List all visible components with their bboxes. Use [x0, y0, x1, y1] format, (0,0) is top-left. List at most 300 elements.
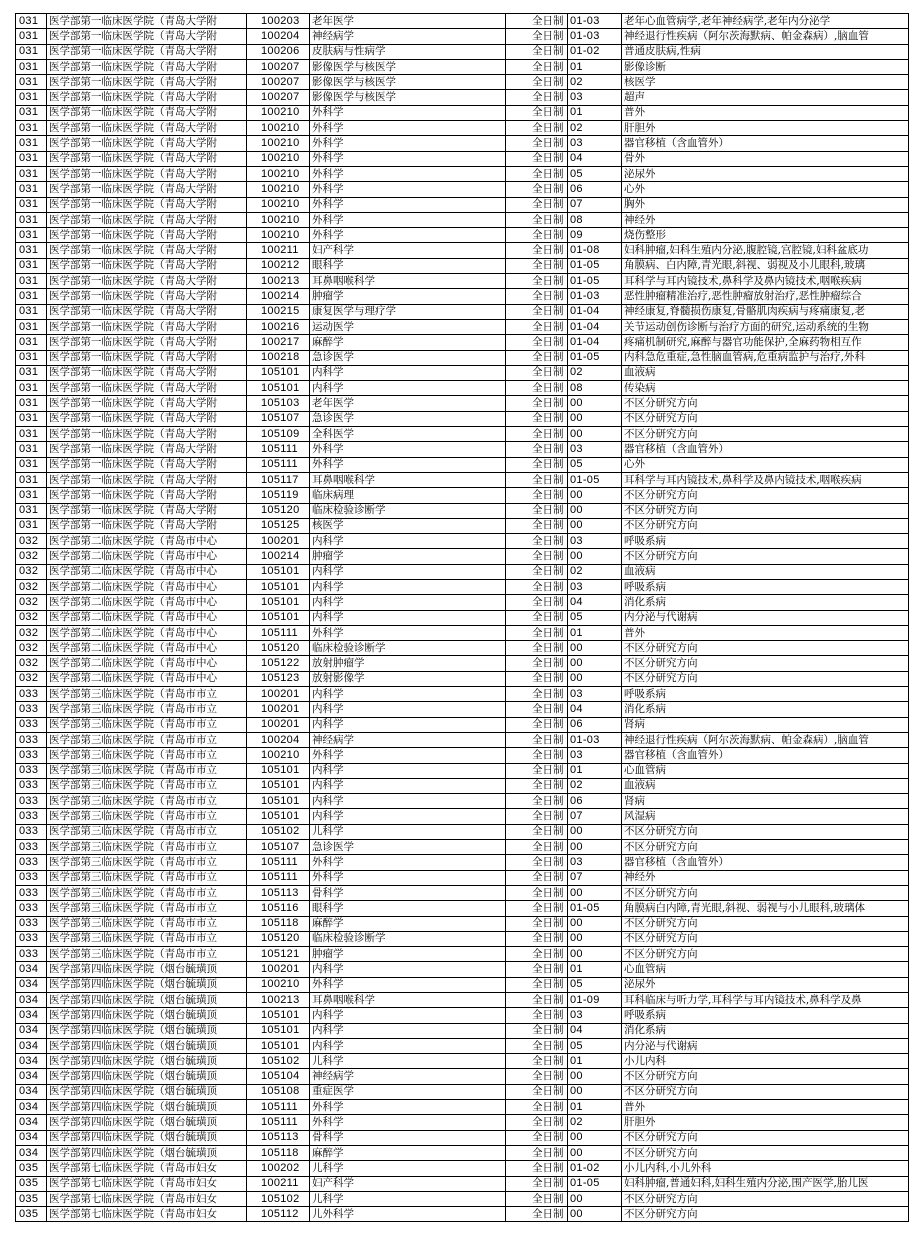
major-name-cell: 麻醉学 [310, 335, 506, 350]
major-code-cell: 105113 [247, 1130, 310, 1145]
direction-code-cell: 04 [568, 595, 622, 610]
table-row [16, 75, 909, 90]
study-mode-cell: 全日制 [506, 1207, 568, 1222]
table-row [16, 947, 909, 962]
college-code-cell: 034 [16, 1130, 47, 1145]
direction-code-cell: 03 [568, 442, 622, 457]
study-mode-cell: 全日制 [506, 855, 568, 870]
college-name-cell: 医学部第一临床医学院（青岛大学附 [47, 442, 247, 457]
college-code-cell: 033 [16, 778, 47, 793]
college-code-cell: 031 [16, 427, 47, 442]
table-row [16, 488, 909, 503]
major-name-cell: 放射影像学 [310, 671, 506, 686]
table-row [16, 319, 909, 334]
study-mode-cell: 全日制 [506, 44, 568, 59]
table-row [16, 732, 909, 747]
major-code-cell: 100201 [247, 717, 310, 732]
college-name-cell: 医学部第二临床医学院（青岛市中心 [47, 625, 247, 640]
major-name-cell: 耳鼻咽喉科学 [310, 274, 506, 289]
direction-name-cell: 不区分研究方向 [622, 824, 909, 839]
college-name-cell: 医学部第四临床医学院（烟台毓璜顶 [47, 993, 247, 1008]
college-code-cell: 031 [16, 503, 47, 518]
study-mode-cell: 全日制 [506, 748, 568, 763]
college-code-cell: 034 [16, 962, 47, 977]
major-code-cell: 105111 [247, 1100, 310, 1115]
major-name-cell: 老年医学 [310, 396, 506, 411]
table-row [16, 1191, 909, 1206]
table-row [16, 381, 909, 396]
major-code-cell: 100201 [247, 962, 310, 977]
college-code-cell: 031 [16, 411, 47, 426]
table-row [16, 1069, 909, 1084]
major-name-cell: 儿科学 [310, 824, 506, 839]
direction-code-cell: 00 [568, 1084, 622, 1099]
direction-code-cell: 00 [568, 641, 622, 656]
major-code-cell: 105123 [247, 671, 310, 686]
college-code-cell: 033 [16, 870, 47, 885]
table-row [16, 14, 909, 29]
study-mode-cell: 全日制 [506, 702, 568, 717]
major-code-cell: 100210 [247, 977, 310, 992]
major-code-cell: 105107 [247, 840, 310, 855]
table-row [16, 993, 909, 1008]
college-name-cell: 医学部第二临床医学院（青岛市中心 [47, 564, 247, 579]
direction-name-cell: 消化系病 [622, 595, 909, 610]
direction-code-cell: 00 [568, 427, 622, 442]
direction-code-cell: 00 [568, 931, 622, 946]
college-name-cell: 医学部第三临床医学院（青岛市市立 [47, 794, 247, 809]
direction-code-cell: 02 [568, 778, 622, 793]
major-code-cell: 105101 [247, 365, 310, 380]
study-mode-cell: 全日制 [506, 304, 568, 319]
direction-name-cell: 内分泌与代谢病 [622, 1038, 909, 1053]
college-name-cell: 医学部第三临床医学院（青岛市市立 [47, 901, 247, 916]
direction-name-cell: 恶性肿瘤精准治疗,恶性肿瘤放射治疗,恶性肿瘤综合 [622, 289, 909, 304]
direction-code-cell: 03 [568, 855, 622, 870]
major-code-cell: 105101 [247, 1008, 310, 1023]
college-name-cell: 医学部第一临床医学院（青岛大学附 [47, 44, 247, 59]
study-mode-cell: 全日制 [506, 717, 568, 732]
direction-code-cell: 02 [568, 564, 622, 579]
college-name-cell: 医学部第四临床医学院（烟台毓璜顶 [47, 1115, 247, 1130]
college-name-cell: 医学部第三临床医学院（青岛市市立 [47, 947, 247, 962]
college-name-cell: 医学部第二临床医学院（青岛市中心 [47, 534, 247, 549]
direction-code-cell: 01-05 [568, 1176, 622, 1191]
major-code-cell: 105102 [247, 1054, 310, 1069]
table-row [16, 625, 909, 640]
major-name-cell: 康复医学与理疗学 [310, 304, 506, 319]
table-row [16, 442, 909, 457]
direction-name-cell: 不区分研究方向 [622, 1069, 909, 1084]
direction-code-cell: 01-09 [568, 993, 622, 1008]
direction-code-cell: 01-03 [568, 289, 622, 304]
direction-code-cell: 09 [568, 228, 622, 243]
table-row [16, 503, 909, 518]
college-code-cell: 031 [16, 136, 47, 151]
study-mode-cell: 全日制 [506, 824, 568, 839]
study-mode-cell: 全日制 [506, 488, 568, 503]
major-code-cell: 105104 [247, 1069, 310, 1084]
major-code-cell: 105118 [247, 1145, 310, 1160]
study-mode-cell: 全日制 [506, 75, 568, 90]
direction-name-cell: 关节运动创伤诊断与治疗方面的研究,运动系统的生物 [622, 319, 909, 334]
college-code-cell: 031 [16, 243, 47, 258]
study-mode-cell: 全日制 [506, 427, 568, 442]
college-name-cell: 医学部第三临床医学院（青岛市市立 [47, 916, 247, 931]
direction-code-cell: 04 [568, 1023, 622, 1038]
major-name-cell: 外科学 [310, 977, 506, 992]
major-name-cell: 外科学 [310, 151, 506, 166]
major-code-cell: 105101 [247, 763, 310, 778]
direction-code-cell: 00 [568, 916, 622, 931]
study-mode-cell: 全日制 [506, 885, 568, 900]
direction-name-cell: 不区分研究方向 [622, 916, 909, 931]
direction-name-cell: 消化系病 [622, 1023, 909, 1038]
major-code-cell: 105102 [247, 1191, 310, 1206]
enrollment-table-sheet [15, 13, 909, 1222]
major-code-cell: 100202 [247, 1161, 310, 1176]
college-code-cell: 033 [16, 885, 47, 900]
study-mode-cell: 全日制 [506, 1161, 568, 1176]
major-code-cell: 105122 [247, 656, 310, 671]
study-mode-cell: 全日制 [506, 549, 568, 564]
study-mode-cell: 全日制 [506, 212, 568, 227]
study-mode-cell: 全日制 [506, 457, 568, 472]
direction-name-cell: 不区分研究方向 [622, 947, 909, 962]
major-name-cell: 耳鼻咽喉科学 [310, 472, 506, 487]
college-name-cell: 医学部第一临床医学院（青岛大学附 [47, 90, 247, 105]
major-code-cell: 105125 [247, 518, 310, 533]
major-name-cell: 影像医学与核医学 [310, 59, 506, 74]
study-mode-cell: 全日制 [506, 365, 568, 380]
direction-code-cell: 02 [568, 121, 622, 136]
direction-name-cell: 不区分研究方向 [622, 641, 909, 656]
college-code-cell: 031 [16, 350, 47, 365]
direction-code-cell: 01-04 [568, 304, 622, 319]
study-mode-cell: 全日制 [506, 14, 568, 29]
table-row [16, 335, 909, 350]
college-code-cell: 031 [16, 488, 47, 503]
college-code-cell: 032 [16, 671, 47, 686]
direction-code-cell: 00 [568, 885, 622, 900]
college-code-cell: 031 [16, 90, 47, 105]
study-mode-cell: 全日制 [506, 687, 568, 702]
enrollment-table [15, 13, 909, 1222]
college-code-cell: 031 [16, 228, 47, 243]
table-row [16, 1008, 909, 1023]
direction-name-cell: 核医学 [622, 75, 909, 90]
major-code-cell: 105101 [247, 381, 310, 396]
college-name-cell: 医学部第一临床医学院（青岛大学附 [47, 105, 247, 120]
college-name-cell: 医学部第一临床医学院（青岛大学附 [47, 274, 247, 289]
direction-code-cell: 00 [568, 503, 622, 518]
major-name-cell: 内科学 [310, 809, 506, 824]
direction-name-cell: 器官移植（含血管外） [622, 442, 909, 457]
major-name-cell: 内科学 [310, 564, 506, 579]
table-row [16, 885, 909, 900]
college-name-cell: 医学部第一临床医学院（青岛大学附 [47, 228, 247, 243]
major-code-cell: 100206 [247, 44, 310, 59]
direction-name-cell: 心外 [622, 457, 909, 472]
major-name-cell: 神经病学 [310, 732, 506, 747]
college-name-cell: 医学部第四临床医学院（烟台毓璜顶 [47, 1084, 247, 1099]
major-name-cell: 麻醉学 [310, 1145, 506, 1160]
major-name-cell: 眼科学 [310, 258, 506, 273]
college-code-cell: 033 [16, 931, 47, 946]
study-mode-cell: 全日制 [506, 243, 568, 258]
college-name-cell: 医学部第一临床医学院（青岛大学附 [47, 29, 247, 44]
direction-name-cell: 不区分研究方向 [622, 518, 909, 533]
study-mode-cell: 全日制 [506, 564, 568, 579]
direction-code-cell: 01-05 [568, 258, 622, 273]
direction-name-cell: 神经外 [622, 870, 909, 885]
table-row [16, 824, 909, 839]
major-code-cell: 105111 [247, 870, 310, 885]
table-row [16, 228, 909, 243]
direction-name-cell: 肝胆外 [622, 1115, 909, 1130]
study-mode-cell: 全日制 [506, 274, 568, 289]
study-mode-cell: 全日制 [506, 319, 568, 334]
table-row [16, 457, 909, 472]
direction-name-cell: 不区分研究方向 [622, 503, 909, 518]
major-name-cell: 外科学 [310, 625, 506, 640]
study-mode-cell: 全日制 [506, 503, 568, 518]
table-row [16, 136, 909, 151]
college-name-cell: 医学部第二临床医学院（青岛市中心 [47, 656, 247, 671]
major-name-cell: 皮肤病与性病学 [310, 44, 506, 59]
college-code-cell: 031 [16, 105, 47, 120]
college-name-cell: 医学部第四临床医学院（烟台毓璜顶 [47, 1100, 247, 1115]
major-name-cell: 内科学 [310, 687, 506, 702]
direction-name-cell: 血液病 [622, 778, 909, 793]
college-name-cell: 医学部第一临床医学院（青岛大学附 [47, 289, 247, 304]
major-name-cell: 核医学 [310, 518, 506, 533]
direction-code-cell: 00 [568, 411, 622, 426]
direction-name-cell: 小儿内科,小儿外科 [622, 1161, 909, 1176]
college-name-cell: 医学部第一临床医学院（青岛大学附 [47, 151, 247, 166]
table-row [16, 702, 909, 717]
study-mode-cell: 全日制 [506, 732, 568, 747]
study-mode-cell: 全日制 [506, 29, 568, 44]
direction-name-cell: 神经退行性疾病（阿尔茨海默病、帕金森病）,脑血管 [622, 29, 909, 44]
study-mode-cell: 全日制 [506, 1069, 568, 1084]
direction-name-cell: 内科急危重症,急性脑血管病,危重病监护与治疗,外科 [622, 350, 909, 365]
direction-code-cell: 05 [568, 1038, 622, 1053]
direction-name-cell: 疼痛机制研究,麻醉与器官功能保护,全麻药物相互作 [622, 335, 909, 350]
college-code-cell: 034 [16, 1084, 47, 1099]
study-mode-cell: 全日制 [506, 1100, 568, 1115]
major-name-cell: 外科学 [310, 228, 506, 243]
study-mode-cell: 全日制 [506, 840, 568, 855]
table-row [16, 717, 909, 732]
college-code-cell: 031 [16, 212, 47, 227]
direction-name-cell: 不区分研究方向 [622, 411, 909, 426]
college-name-cell: 医学部第三临床医学院（青岛市市立 [47, 717, 247, 732]
direction-name-cell: 不区分研究方向 [622, 840, 909, 855]
direction-code-cell: 01-04 [568, 319, 622, 334]
study-mode-cell: 全日制 [506, 794, 568, 809]
direction-code-cell: 00 [568, 1191, 622, 1206]
table-row [16, 595, 909, 610]
direction-code-cell: 05 [568, 457, 622, 472]
major-code-cell: 100204 [247, 732, 310, 747]
college-code-cell: 031 [16, 197, 47, 212]
major-code-cell: 105101 [247, 778, 310, 793]
college-name-cell: 医学部第一临床医学院（青岛大学附 [47, 381, 247, 396]
table-row [16, 549, 909, 564]
direction-code-cell: 00 [568, 1069, 622, 1084]
major-name-cell: 影像医学与核医学 [310, 75, 506, 90]
major-code-cell: 105111 [247, 855, 310, 870]
table-row [16, 396, 909, 411]
major-code-cell: 100216 [247, 319, 310, 334]
major-code-cell: 100213 [247, 993, 310, 1008]
college-name-cell: 医学部第一临床医学院（青岛大学附 [47, 427, 247, 442]
direction-name-cell: 老年心血管病学,老年神经病学,老年内分泌学 [622, 14, 909, 29]
direction-code-cell: 07 [568, 809, 622, 824]
study-mode-cell: 全日制 [506, 90, 568, 105]
study-mode-cell: 全日制 [506, 579, 568, 594]
direction-code-cell: 08 [568, 212, 622, 227]
major-name-cell: 内科学 [310, 717, 506, 732]
college-name-cell: 医学部第一临床医学院（青岛大学附 [47, 457, 247, 472]
college-code-cell: 033 [16, 809, 47, 824]
major-code-cell: 100210 [247, 151, 310, 166]
major-name-cell: 临床检验诊断学 [310, 503, 506, 518]
direction-code-cell: 02 [568, 1115, 622, 1130]
study-mode-cell: 全日制 [506, 947, 568, 962]
direction-code-cell: 00 [568, 947, 622, 962]
college-code-cell: 031 [16, 14, 47, 29]
major-code-cell: 100207 [247, 75, 310, 90]
table-row [16, 1161, 909, 1176]
study-mode-cell: 全日制 [506, 595, 568, 610]
direction-name-cell: 不区分研究方向 [622, 488, 909, 503]
direction-code-cell: 00 [568, 1130, 622, 1145]
direction-code-cell: 00 [568, 488, 622, 503]
direction-name-cell: 小儿内科 [622, 1054, 909, 1069]
direction-code-cell: 02 [568, 365, 622, 380]
direction-name-cell: 骨外 [622, 151, 909, 166]
major-code-cell: 105103 [247, 396, 310, 411]
study-mode-cell: 全日制 [506, 1054, 568, 1069]
college-name-cell: 医学部第四临床医学院（烟台毓璜顶 [47, 977, 247, 992]
major-name-cell: 儿科学 [310, 1054, 506, 1069]
major-code-cell: 105111 [247, 442, 310, 457]
major-code-cell: 105111 [247, 625, 310, 640]
table-row [16, 916, 909, 931]
study-mode-cell: 全日制 [506, 121, 568, 136]
table-row [16, 258, 909, 273]
direction-code-cell: 05 [568, 166, 622, 181]
table-row [16, 748, 909, 763]
college-name-cell: 医学部第四临床医学院（烟台毓璜顶 [47, 1145, 247, 1160]
major-code-cell: 105111 [247, 457, 310, 472]
study-mode-cell: 全日制 [506, 1023, 568, 1038]
college-code-cell: 033 [16, 947, 47, 962]
study-mode-cell: 全日制 [506, 105, 568, 120]
major-name-cell: 外科学 [310, 121, 506, 136]
college-code-cell: 033 [16, 794, 47, 809]
table-row [16, 1176, 909, 1191]
direction-name-cell: 心外 [622, 182, 909, 197]
study-mode-cell: 全日制 [506, 610, 568, 625]
direction-name-cell: 内分泌与代谢病 [622, 610, 909, 625]
direction-code-cell: 03 [568, 90, 622, 105]
college-code-cell: 032 [16, 625, 47, 640]
major-code-cell: 100210 [247, 166, 310, 181]
college-code-cell: 034 [16, 1069, 47, 1084]
direction-code-cell: 01 [568, 59, 622, 74]
direction-code-cell: 01-08 [568, 243, 622, 258]
table-row [16, 778, 909, 793]
table-row [16, 579, 909, 594]
major-name-cell: 麻醉学 [310, 916, 506, 931]
study-mode-cell: 全日制 [506, 671, 568, 686]
major-name-cell: 外科学 [310, 166, 506, 181]
direction-code-cell: 03 [568, 136, 622, 151]
college-code-cell: 033 [16, 916, 47, 931]
college-code-cell: 031 [16, 319, 47, 334]
college-code-cell: 034 [16, 1038, 47, 1053]
college-name-cell: 医学部第一临床医学院（青岛大学附 [47, 258, 247, 273]
direction-name-cell: 角膜病白内障,青光眼,斜视、弱视与小儿眼科,玻璃体 [622, 901, 909, 916]
direction-name-cell: 呼吸系病 [622, 579, 909, 594]
major-code-cell: 100203 [247, 14, 310, 29]
direction-code-cell: 03 [568, 534, 622, 549]
direction-code-cell: 08 [568, 381, 622, 396]
direction-name-cell: 呼吸系病 [622, 1008, 909, 1023]
major-name-cell: 外科学 [310, 105, 506, 120]
table-row [16, 564, 909, 579]
direction-code-cell: 04 [568, 702, 622, 717]
table-row [16, 1145, 909, 1160]
major-code-cell: 105101 [247, 1038, 310, 1053]
table-row [16, 29, 909, 44]
direction-code-cell: 03 [568, 687, 622, 702]
college-name-cell: 医学部第一临床医学院（青岛大学附 [47, 182, 247, 197]
college-name-cell: 医学部第一临床医学院（青岛大学附 [47, 136, 247, 151]
direction-name-cell: 器官移植（含血管外） [622, 748, 909, 763]
table-row [16, 534, 909, 549]
major-name-cell: 老年医学 [310, 14, 506, 29]
major-code-cell: 105120 [247, 503, 310, 518]
study-mode-cell: 全日制 [506, 1038, 568, 1053]
study-mode-cell: 全日制 [506, 59, 568, 74]
study-mode-cell: 全日制 [506, 411, 568, 426]
major-name-cell: 放射肿瘤学 [310, 656, 506, 671]
college-code-cell: 031 [16, 121, 47, 136]
major-name-cell: 内科学 [310, 365, 506, 380]
college-code-cell: 031 [16, 44, 47, 59]
college-code-cell: 034 [16, 1115, 47, 1130]
major-name-cell: 妇产科学 [310, 1176, 506, 1191]
direction-code-cell: 04 [568, 151, 622, 166]
direction-code-cell: 01 [568, 1100, 622, 1115]
direction-code-cell: 02 [568, 75, 622, 90]
table-row [16, 1038, 909, 1053]
major-name-cell: 内科学 [310, 579, 506, 594]
college-name-cell: 医学部第三临床医学院（青岛市市立 [47, 687, 247, 702]
major-name-cell: 外科学 [310, 182, 506, 197]
major-code-cell: 105120 [247, 931, 310, 946]
major-code-cell: 105112 [247, 1207, 310, 1222]
college-code-cell: 031 [16, 258, 47, 273]
college-code-cell: 031 [16, 396, 47, 411]
college-name-cell: 医学部第一临床医学院（青岛大学附 [47, 197, 247, 212]
direction-name-cell: 耳科学与耳内镜技术,鼻科学及鼻内镜技术,咽喉疾病 [622, 274, 909, 289]
direction-name-cell: 消化系病 [622, 702, 909, 717]
